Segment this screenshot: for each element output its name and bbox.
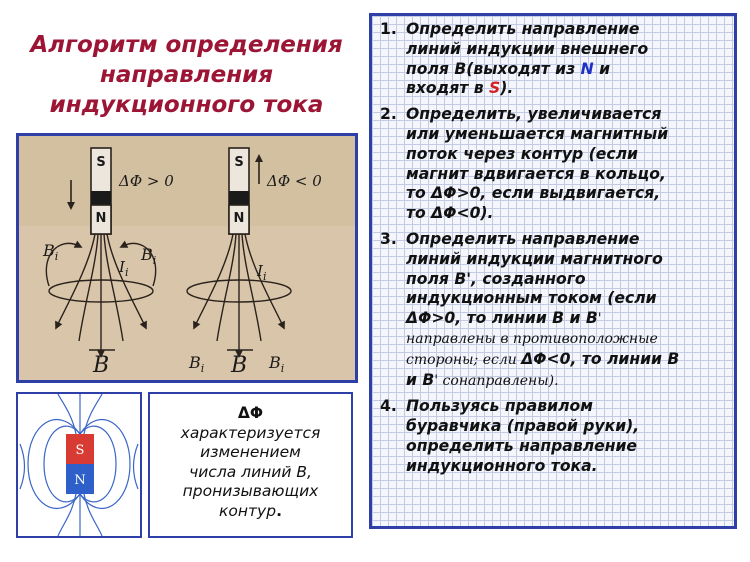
title-line-3: индукционного тока <box>49 92 324 118</box>
step-3-text: Определить направление линий индукции магнитного поля B', созданного индукционным током (если ΔΦ>0, то линии B и B' направлены в противоположные стороны; если ΔΦ<0, то линии B и B' сонаправлены). <box>406 229 680 389</box>
step-2 <box>380 105 726 224</box>
left-b-left: $B_i$ <box>43 241 59 263</box>
step-1-number: 1. <box>380 20 397 38</box>
magnet-n-label: N <box>74 473 86 488</box>
slide-title <box>14 30 359 120</box>
left-magnet-s: S <box>96 155 106 170</box>
step-4-text: Пользуясь правилом буравчика (правой руки), определить направление индукционного тока. <box>406 397 640 475</box>
definition-line-4: пронизывающих <box>182 482 319 501</box>
step-1 <box>380 20 726 99</box>
right-b-right: $B_i$ <box>269 353 285 375</box>
definition-line-1: характеризуется <box>180 423 321 442</box>
right-b-center: B <box>231 353 248 378</box>
left-b-right: $B_i$ <box>141 245 157 267</box>
definition-line-2: изменением <box>200 443 301 462</box>
right-magnet-n: N <box>233 211 245 226</box>
induction-diagram-svg <box>19 136 355 380</box>
step-2-number: 2. <box>380 105 397 124</box>
step-4 <box>380 397 726 476</box>
algorithm-steps <box>369 13 737 529</box>
step-3-number: 3. <box>380 229 397 248</box>
magnet-s-label: S <box>75 443 85 458</box>
left-b-center: B <box>93 353 110 378</box>
title-line-2: направления <box>99 62 274 88</box>
induction-diagram <box>16 133 358 383</box>
definition-line-3: числа линий B, <box>189 462 312 481</box>
flux-definition-box <box>148 392 353 538</box>
step-4-number: 4. <box>380 397 397 416</box>
right-flux-label: ΔΦ < 0 <box>267 172 322 190</box>
step-3 <box>380 230 726 391</box>
step-2-text: Определить, увеличивается или уменьшается магнитный поток через контур (если магнит вдвигается в кольцо, то ΔΦ>0, если выдвигается, то ΔΦ<0). <box>406 105 669 223</box>
left-current: $I_i$ <box>119 258 129 279</box>
step-1-text: Определить направление линий индукции внешнего поля B(выходят из N и входят в S). <box>406 20 649 98</box>
right-b-left: $B_i$ <box>189 353 205 375</box>
right-magnet-s: S <box>234 155 244 170</box>
left-flux-label: ΔΦ > 0 <box>119 172 174 190</box>
title-line-1: Алгоритм определения <box>30 32 343 58</box>
definition-line-5: контур. <box>219 501 282 520</box>
left-magnet-n: N <box>95 211 107 226</box>
bar-magnet-field-picture <box>16 392 142 538</box>
definition-symbol: ΔΦ <box>237 404 264 422</box>
right-current: $I_i$ <box>257 262 267 283</box>
